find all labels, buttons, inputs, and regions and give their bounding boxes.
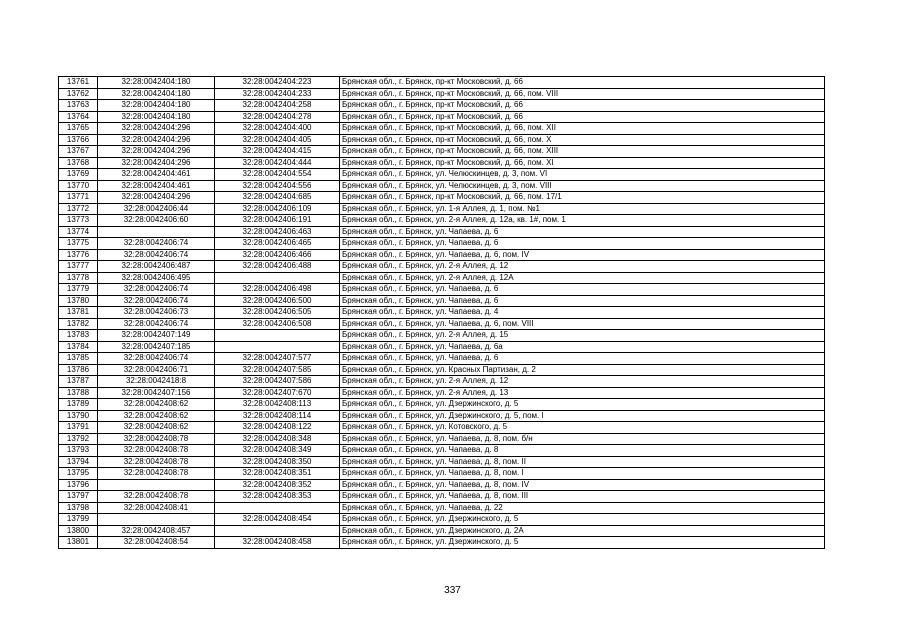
- address-cell: Брянская обл., г. Брянск, ул. 2-я Аллея, д. 15: [340, 330, 825, 342]
- parcel-number-cell: [98, 514, 215, 526]
- row-number-cell: 13789: [59, 399, 98, 411]
- parcel-number-cell: 32:28:0042404:180: [98, 100, 215, 112]
- address-cell: Брянская обл., г. Брянск, ул. 1-я Аллея, д. 1, пом. №1: [340, 203, 825, 215]
- object-number-cell: 32:28:0042406:465: [215, 238, 340, 250]
- address-cell: Брянская обл., г. Брянск, ул. Чапаева, д. 8: [340, 445, 825, 457]
- row-number-cell: 13800: [59, 525, 98, 537]
- parcel-number-cell: 32:28:0042408:457: [98, 525, 215, 537]
- row-number-cell: 13764: [59, 111, 98, 123]
- row-number-cell: 13781: [59, 307, 98, 319]
- object-number-cell: 32:28:0042404:415: [215, 146, 340, 158]
- address-cell: Брянская обл., г. Брянск, ул. Чапаева, д. 6а: [340, 341, 825, 353]
- parcel-number-cell: 32:28:0042404:296: [98, 146, 215, 158]
- address-cell: Брянская обл., г. Брянск, ул. Дзержинского, д. 2А: [340, 525, 825, 537]
- address-cell: Брянская обл., г. Брянск, ул. Чапаева, д. 8, пом. II: [340, 456, 825, 468]
- address-cell: Брянская обл., г. Брянск, ул. Котовского, д. 5: [340, 422, 825, 434]
- address-cell: Брянская обл., г. Брянск, ул. Чапаева, д. 6, пом. VIII: [340, 318, 825, 330]
- object-number-cell: 32:28:0042406:488: [215, 261, 340, 273]
- parcel-number-cell: 32:28:0042408:62: [98, 410, 215, 422]
- registry-table: [58, 76, 825, 549]
- parcel-number-cell: 32:28:0042404:461: [98, 180, 215, 192]
- table-row: [59, 180, 825, 192]
- parcel-number-cell: 32:28:0042407:149: [98, 330, 215, 342]
- table-row: [59, 284, 825, 296]
- table-row: [59, 456, 825, 468]
- address-cell: Брянская обл., г. Брянск, пр-кт Московский, д. 66, пом. 17/1: [340, 192, 825, 204]
- parcel-number-cell: 32:28:0042404:461: [98, 169, 215, 181]
- address-cell: Брянская обл., г. Брянск, ул. Чапаева, д. 22: [340, 502, 825, 514]
- parcel-number-cell: 32:28:0042406:60: [98, 215, 215, 227]
- row-number-cell: 13794: [59, 456, 98, 468]
- table-row: [59, 307, 825, 319]
- table-row: [59, 376, 825, 388]
- table-row: [59, 422, 825, 434]
- parcel-number-cell: 32:28:0042406:71: [98, 364, 215, 376]
- address-cell: Брянская обл., г. Брянск, ул. Красных Партизан, д. 2: [340, 364, 825, 376]
- table-row: [59, 272, 825, 284]
- table-row: [59, 295, 825, 307]
- object-number-cell: 32:28:0042404:258: [215, 100, 340, 112]
- parcel-number-cell: [98, 226, 215, 238]
- parcel-number-cell: 32:28:0042406:74: [98, 318, 215, 330]
- parcel-number-cell: 32:28:0042404:296: [98, 134, 215, 146]
- row-number-cell: 13772: [59, 203, 98, 215]
- row-number-cell: 13785: [59, 353, 98, 365]
- table-row: [59, 123, 825, 135]
- object-number-cell: 32:28:0042406:508: [215, 318, 340, 330]
- row-number-cell: 13791: [59, 422, 98, 434]
- table-row: [59, 468, 825, 480]
- object-number-cell: 32:28:0042406:109: [215, 203, 340, 215]
- row-number-cell: 13799: [59, 514, 98, 526]
- address-cell: Брянская обл., г. Брянск, пр-кт Московский, д. 66, пом. X: [340, 134, 825, 146]
- table-row: [59, 111, 825, 123]
- parcel-number-cell: 32:28:0042406:74: [98, 249, 215, 261]
- table-row: [59, 479, 825, 491]
- registry-rows: [59, 77, 825, 549]
- parcel-number-cell: 32:28:0042408:62: [98, 422, 215, 434]
- object-number-cell: 32:28:0042404:556: [215, 180, 340, 192]
- object-number-cell: 32:28:0042408:114: [215, 410, 340, 422]
- row-number-cell: 13773: [59, 215, 98, 227]
- parcel-number-cell: 32:28:0042408:62: [98, 399, 215, 411]
- address-cell: Брянская обл., г. Брянск, ул. Чапаева, д. 8, пом. I: [340, 468, 825, 480]
- parcel-number-cell: 32:28:0042418:8: [98, 376, 215, 388]
- row-number-cell: 13776: [59, 249, 98, 261]
- object-number-cell: 32:28:0042408:348: [215, 433, 340, 445]
- object-number-cell: 32:28:0042404:278: [215, 111, 340, 123]
- object-number-cell: 32:28:0042406:498: [215, 284, 340, 296]
- object-number-cell: 32:28:0042408:352: [215, 479, 340, 491]
- table-row: [59, 433, 825, 445]
- parcel-number-cell: 32:28:0042408:54: [98, 537, 215, 549]
- table-row: [59, 537, 825, 549]
- parcel-number-cell: 32:28:0042404:296: [98, 123, 215, 135]
- table-row: [59, 134, 825, 146]
- table-row: [59, 249, 825, 261]
- table-row: [59, 226, 825, 238]
- object-number-cell: 32:28:0042404:685: [215, 192, 340, 204]
- address-cell: Брянская обл., г. Брянск, пр-кт Московский, д. 66: [340, 77, 825, 89]
- parcel-number-cell: 32:28:0042406:495: [98, 272, 215, 284]
- object-number-cell: 32:28:0042406:463: [215, 226, 340, 238]
- address-cell: Брянская обл., г. Брянск, ул. Чапаева, д. 6: [340, 226, 825, 238]
- table-row: [59, 192, 825, 204]
- parcel-number-cell: 32:28:0042408:78: [98, 445, 215, 457]
- object-number-cell: 32:28:0042408:349: [215, 445, 340, 457]
- table-row: [59, 261, 825, 273]
- address-cell: Брянская обл., г. Брянск, пр-кт Московский, д. 66, пом. XII: [340, 123, 825, 135]
- object-number-cell: 32:28:0042406:505: [215, 307, 340, 319]
- parcel-number-cell: 32:28:0042404:296: [98, 157, 215, 169]
- row-number-cell: 13761: [59, 77, 98, 89]
- table-row: [59, 215, 825, 227]
- address-cell: Брянская обл., г. Брянск, ул. Чапаева, д. 6: [340, 238, 825, 250]
- address-cell: Брянская обл., г. Брянск, ул. Дзержинского, д. 5: [340, 537, 825, 549]
- object-number-cell: 32:28:0042404:223: [215, 77, 340, 89]
- row-number-cell: 13798: [59, 502, 98, 514]
- parcel-number-cell: 32:28:0042408:41: [98, 502, 215, 514]
- row-number-cell: 13777: [59, 261, 98, 273]
- object-number-cell: 32:28:0042406:466: [215, 249, 340, 261]
- parcel-number-cell: 32:28:0042404:180: [98, 88, 215, 100]
- object-number-cell: 32:28:0042404:554: [215, 169, 340, 181]
- address-cell: Брянская обл., г. Брянск, пр-кт Московский, д. 66: [340, 111, 825, 123]
- row-number-cell: 13795: [59, 468, 98, 480]
- parcel-number-cell: 32:28:0042404:180: [98, 111, 215, 123]
- object-number-cell: 32:28:0042404:444: [215, 157, 340, 169]
- table-row: [59, 318, 825, 330]
- row-number-cell: 13778: [59, 272, 98, 284]
- table-row: [59, 157, 825, 169]
- table-row: [59, 399, 825, 411]
- table-row: [59, 341, 825, 353]
- object-number-cell: 32:28:0042407:586: [215, 376, 340, 388]
- row-number-cell: 13788: [59, 387, 98, 399]
- object-number-cell: 32:28:0042406:191: [215, 215, 340, 227]
- row-number-cell: 13783: [59, 330, 98, 342]
- row-number-cell: 13766: [59, 134, 98, 146]
- parcel-number-cell: 32:28:0042408:78: [98, 491, 215, 503]
- parcel-number-cell: 32:28:0042406:74: [98, 353, 215, 365]
- table-row: [59, 88, 825, 100]
- row-number-cell: 13782: [59, 318, 98, 330]
- address-cell: Брянская обл., г. Брянск, пр-кт Московский, д. 66, пом. XI: [340, 157, 825, 169]
- row-number-cell: 13801: [59, 537, 98, 549]
- object-number-cell: [215, 502, 340, 514]
- address-cell: Брянская обл., г. Брянск, ул. Чапаева, д. 6: [340, 295, 825, 307]
- row-number-cell: 13779: [59, 284, 98, 296]
- address-cell: Брянская обл., г. Брянск, ул. Чапаева, д. 8, пом. III: [340, 491, 825, 503]
- table-row: [59, 77, 825, 89]
- table-row: [59, 502, 825, 514]
- table-row: [59, 169, 825, 181]
- address-cell: Брянская обл., г. Брянск, ул. 2-я Аллея, д. 12А: [340, 272, 825, 284]
- object-number-cell: 32:28:0042407:585: [215, 364, 340, 376]
- object-number-cell: 32:28:0042404:233: [215, 88, 340, 100]
- address-cell: Брянская обл., г. Брянск, пр-кт Московский, д. 66: [340, 100, 825, 112]
- table-row: [59, 410, 825, 422]
- table-row: [59, 387, 825, 399]
- parcel-number-cell: 32:28:0042407:156: [98, 387, 215, 399]
- row-number-cell: 13796: [59, 479, 98, 491]
- row-number-cell: 13767: [59, 146, 98, 158]
- row-number-cell: 13771: [59, 192, 98, 204]
- row-number-cell: 13770: [59, 180, 98, 192]
- parcel-number-cell: 32:28:0042408:78: [98, 468, 215, 480]
- row-number-cell: 13784: [59, 341, 98, 353]
- parcel-number-cell: 32:28:0042408:78: [98, 456, 215, 468]
- address-cell: Брянская обл., г. Брянск, ул. Чапаева, д. 4: [340, 307, 825, 319]
- row-number-cell: 13797: [59, 491, 98, 503]
- row-number-cell: 13792: [59, 433, 98, 445]
- row-number-cell: 13769: [59, 169, 98, 181]
- row-number-cell: 13786: [59, 364, 98, 376]
- parcel-number-cell: [98, 479, 215, 491]
- object-number-cell: [215, 525, 340, 537]
- page-number: 337: [444, 585, 461, 596]
- row-number-cell: 13768: [59, 157, 98, 169]
- address-cell: Брянская обл., г. Брянск, ул. Дзержинского, д. 5: [340, 399, 825, 411]
- table-row: [59, 364, 825, 376]
- row-number-cell: 13765: [59, 123, 98, 135]
- parcel-number-cell: 32:28:0042406:74: [98, 295, 215, 307]
- table-row: [59, 353, 825, 365]
- row-number-cell: 13787: [59, 376, 98, 388]
- object-number-cell: 32:28:0042408:351: [215, 468, 340, 480]
- object-number-cell: 32:28:0042404:405: [215, 134, 340, 146]
- address-cell: Брянская обл., г. Брянск, ул. 2-я Аллея, д. 12: [340, 261, 825, 273]
- address-cell: Брянская обл., г. Брянск, ул. Дзержинского, д. 5, пом. I: [340, 410, 825, 422]
- parcel-number-cell: 32:28:0042406:73: [98, 307, 215, 319]
- table-row: [59, 146, 825, 158]
- object-number-cell: [215, 330, 340, 342]
- row-number-cell: 13775: [59, 238, 98, 250]
- table-row: [59, 491, 825, 503]
- table-row: [59, 238, 825, 250]
- object-number-cell: 32:28:0042408:454: [215, 514, 340, 526]
- parcel-number-cell: 32:28:0042406:74: [98, 238, 215, 250]
- table-row: [59, 445, 825, 457]
- address-cell: Брянская обл., г. Брянск, ул. Чапаева, д. 6: [340, 284, 825, 296]
- object-number-cell: 32:28:0042408:353: [215, 491, 340, 503]
- parcel-number-cell: 32:28:0042408:78: [98, 433, 215, 445]
- object-number-cell: 32:28:0042407:670: [215, 387, 340, 399]
- row-number-cell: 13763: [59, 100, 98, 112]
- object-number-cell: 32:28:0042404:400: [215, 123, 340, 135]
- address-cell: Брянская обл., г. Брянск, ул. 2-я Аллея, д. 13: [340, 387, 825, 399]
- object-number-cell: [215, 272, 340, 284]
- table-row: [59, 525, 825, 537]
- parcel-number-cell: 32:28:0042404:296: [98, 192, 215, 204]
- object-number-cell: 32:28:0042408:113: [215, 399, 340, 411]
- object-number-cell: 32:28:0042406:500: [215, 295, 340, 307]
- address-cell: Брянская обл., г. Брянск, пр-кт Московский, д. 66, пом. VIII: [340, 88, 825, 100]
- parcel-number-cell: 32:28:0042406:44: [98, 203, 215, 215]
- address-cell: Брянская обл., г. Брянск, ул. Челюскинцев, д. 3, пом. VIII: [340, 180, 825, 192]
- row-number-cell: 13774: [59, 226, 98, 238]
- table-row: [59, 514, 825, 526]
- object-number-cell: 32:28:0042408:458: [215, 537, 340, 549]
- row-number-cell: 13793: [59, 445, 98, 457]
- parcel-number-cell: 32:28:0042404:180: [98, 77, 215, 89]
- parcel-number-cell: 32:28:0042406:487: [98, 261, 215, 273]
- parcel-number-cell: 32:28:0042407:185: [98, 341, 215, 353]
- address-cell: Брянская обл., г. Брянск, ул. Чапаева, д. 8, пом. б/н: [340, 433, 825, 445]
- address-cell: Брянская обл., г. Брянск, ул. Дзержинского, д. 5: [340, 514, 825, 526]
- address-cell: Брянская обл., г. Брянск, ул. 2-я Аллея, д. 12: [340, 376, 825, 388]
- table-row: [59, 330, 825, 342]
- row-number-cell: 13790: [59, 410, 98, 422]
- object-number-cell: [215, 341, 340, 353]
- address-cell: Брянская обл., г. Брянск, ул. Чапаева, д. 8, пом. IV: [340, 479, 825, 491]
- address-cell: Брянская обл., г. Брянск, ул. Чапаева, д. 6: [340, 353, 825, 365]
- object-number-cell: 32:28:0042407:577: [215, 353, 340, 365]
- object-number-cell: 32:28:0042408:122: [215, 422, 340, 434]
- address-cell: Брянская обл., г. Брянск, пр-кт Московский, д. 66, пом. XIII: [340, 146, 825, 158]
- parcel-number-cell: 32:28:0042406:74: [98, 284, 215, 296]
- table-row: [59, 100, 825, 112]
- row-number-cell: 13780: [59, 295, 98, 307]
- table-row: [59, 203, 825, 215]
- object-number-cell: 32:28:0042408:350: [215, 456, 340, 468]
- address-cell: Брянская обл., г. Брянск, ул. 2-я Аллея, д. 12а, кв. 1#, пом. 1: [340, 215, 825, 227]
- address-cell: Брянская обл., г. Брянск, ул. Чапаева, д. 6, пом. IV: [340, 249, 825, 261]
- row-number-cell: 13762: [59, 88, 98, 100]
- address-cell: Брянская обл., г. Брянск, ул. Челюскинцев, д. 3, пом. VI: [340, 169, 825, 181]
